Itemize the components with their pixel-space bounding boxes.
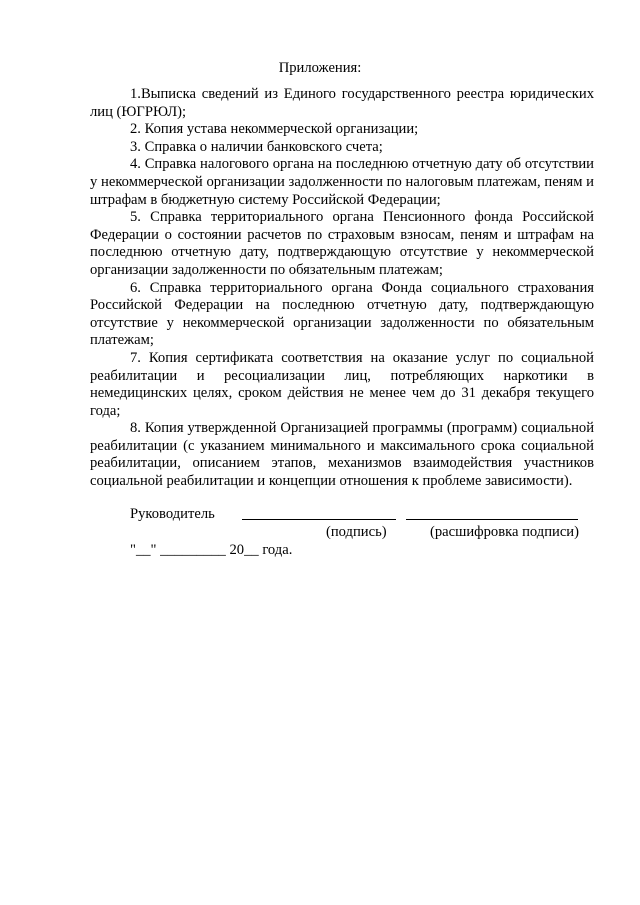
appendix-item-6: 6. Справка территориального органа Фонда социального страхования Российской Федерации на последнюю отчетную дату, подтверждающую отсутствие у некоммерческой организации задолженности по обязательным платежам; — [90, 279, 594, 349]
signer-role: Руководитель — [130, 506, 215, 522]
appendix-list — [90, 86, 594, 491]
appendix-item-7: 7. Копия сертификата соответствия на оказание услуг по социальной реабилитации и ресоциализации лиц, потребляющих наркотики в немедицинских целях, сроком действия не менее чем до 31 декабря текущего года; — [90, 349, 594, 419]
name-transcript-caption: (расшифровка подписи) — [430, 524, 579, 540]
signature-caption: (подпись) — [326, 524, 387, 540]
appendix-item-2: 2. Копия устава некоммерческой организации; — [130, 121, 419, 138]
appendix-item-8: 8. Копия утвержденной Организацией программы (программ) социальной реабилитации (с указанием минимального и максимального срока социальной реабилитации, описанием этапов, механизмов взаимодействия участников социальной реабилитации и концепции отношения к проблеме зависимости). — [90, 420, 594, 490]
appendix-item-4: 4. Справка налогового органа на последнюю отчетную дату об отсутствии у некоммерческой организации задолженности по налоговым платежам, пеням и штрафам в бюджетную систему Российской Федерации; — [90, 156, 594, 208]
date-line: "__" _________ 20__ года. — [130, 542, 293, 558]
appendix-item-3: 3. Справка о наличии банковского счета; — [130, 138, 383, 155]
appendix-heading: Приложения: — [278, 60, 362, 76]
signature-caption-row — [90, 524, 594, 542]
signature-block — [90, 506, 594, 558]
signature-line — [242, 519, 396, 520]
name-transcript-line — [406, 519, 578, 520]
signature-row — [90, 506, 594, 524]
appendix-item-5: 5. Справка территориального органа Пенсионного фонда Российской Федерации о состоянии расчетов по страховым взносам, пеням и штрафам на последнюю отчетную дату, подтверждающую отсутствие у некоммерческой организации задолженности по обязательным платежам; — [90, 209, 594, 278]
appendix-item-1: 1.Выписка сведений из Единого государственного реестра юридических лиц (ЮГРЮЛ); — [90, 86, 594, 120]
